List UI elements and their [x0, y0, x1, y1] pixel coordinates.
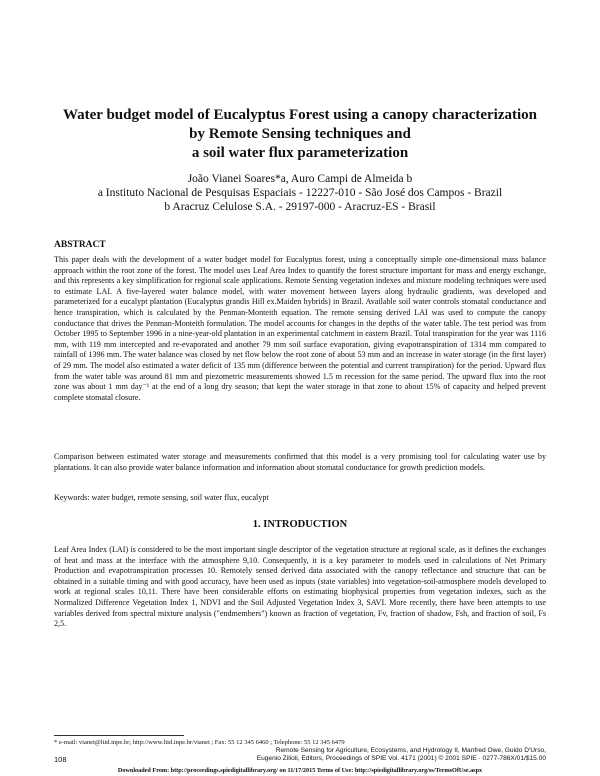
- section-heading-introduction: 1. INTRODUCTION: [252, 519, 348, 530]
- publication-info-line-1: Remote Sensing for Agriculture, Ecosystems, and Hydrology II, Manfred Owe, Guido D'Urso,: [275, 747, 546, 754]
- publication-info-line-2: Eugenio Zilioli, Editors, Proceedings of SPIE Vol. 4171 (2001) © 2001 SPIE · 0277-786X/01/$15.00: [256, 755, 546, 763]
- authors: João Vianei Soares*a, Auro Campi de Almeida b: [187, 173, 413, 185]
- footnote: * e-mail: vianei@ltid.inpe.br; http://www.ltid.inpe.br/vianei ; Fax: 55 12 345 6460 ; Telephone: 55 12 345 6479: [54, 739, 345, 746]
- abstract-comparison: Comparison between estimated water storage and measurements confirmed that this model is a very promising tool for calculating water use by plantations. It can also provide water balance information and information about stomatal conductance for growth prediction models.: [54, 452, 546, 472]
- abstract-body: This paper deals with the development of a water budget model for Eucalyptus forest, using a conceptually simple one-dimensional mass balance approach within the root zone of the forest. The model uses Leaf Area Index to quantify the forest structure important for mass and energy exchange, and this represents a key simplification for regional scale applications. Remote Sensing vegetation indexes and mixture modeling techniques were used to estimate LAI. A five-layered water balance model, with water movement between layers along hydraulic gradients, was developed and parameterized for a eucalypt plantation (Eucalyptus grandis Hill ex.Maiden hybrids) in Brazil. Available soil water controls stomatal conductance and hence transpiration, which is calculated by the Penman-Monteith equation. The remote sensing derived LAI was used to compute the canopy conductance that drives the Penman-Monteith formulation. The model accounts for changes in the depths of the water table. The test period was from October 1995 to September 1996 in a nine-year-old plantation in an experimental catchment in eastern Brazil. Total transpiration for the year was 1116 mm, with 119 mm intercepted and re-evaporated and another 79 mm soil surface evaporation, giving evapotranspiration of 1314 mm compared to rainfall of 1396 mm. The water balance was closed by net flow below the root zone of about 53 mm and an increase in water storage (in the first layer) of 29 mm. The model also estimated a water deficit of 135 mm (difference between the potential and current transpiration) for the period. Upward flux from the water table was around 81 mm and piezometric measurements showed 1.5 m recession for the same period. The upward flux into the root zone was about 1 mm day⁻¹ at the end of a long dry season; that kept the water storage in that zone to about 15% of capacity and helped prevent complete stomatal closure.: [54, 255, 546, 402]
- paper-title: [40, 106, 560, 163]
- affiliation-a: a Instituto Nacional de Pesquisas Espaciais - 12227-010 - São José dos Campos - Brazil: [97, 187, 503, 199]
- page-number: 108: [54, 755, 67, 764]
- abstract-heading: ABSTRACT: [54, 240, 106, 250]
- affiliation-b: b Aracruz Celulose S.A. - 29197-000 - Aracruz-ES - Brasil: [164, 201, 436, 213]
- download-notice: Downloaded From: http://proceedings.spiedigitallibrary.org/ on 11/17/2015 Terms of Use: http://spiedigitallibrary.org/ss/TermsOfUse.aspx: [117, 767, 483, 774]
- publication-info: [230, 747, 546, 763]
- keywords: Keywords: water budget, remote sensing, soil water flux, eucalypt: [54, 493, 269, 502]
- introduction-body: Leaf Area Index (LAI) is considered to be the most important single descriptor of the vegetation structure at regional scale, as it defines the exchanges of heat and mass at the interface with the atmosphere 9,10. Consequently, it is a key parameter to models used in calculations of Net Primary Production and evapotranspiration processes 10. Remotely sensed derived data associated with the canopy reflectance and structure that can be obtained in a suitable timing and with good accuracy, have been used as inputs (state variables) into vegetation-soil-atmosphere models developed to work at regional scales 10,11. There have been considerable efforts on estimating biophysical properties from vegetation indexes, such as the Normalized Difference Vegetation Index 1, NDVI and the Soil Adjusted Vegetation Index 3, SAVI. More recently, there have been attempts to use variables derived from spectral mixture analysis ("endmembers") known as fraction of vegetation, Fv, fraction of shadow, Fsh, and fraction of soil, Fs 2,5.: [54, 545, 546, 629]
- author-block: [40, 172, 560, 214]
- title-line-1: Water budget model of Eucalyptus Forest using a canopy characterization: [62, 107, 538, 123]
- title-line-2: by Remote Sensing techniques and: [189, 126, 411, 142]
- title-line-3: a soil water flux parameterization: [191, 145, 409, 161]
- footnote-rule: [54, 735, 184, 736]
